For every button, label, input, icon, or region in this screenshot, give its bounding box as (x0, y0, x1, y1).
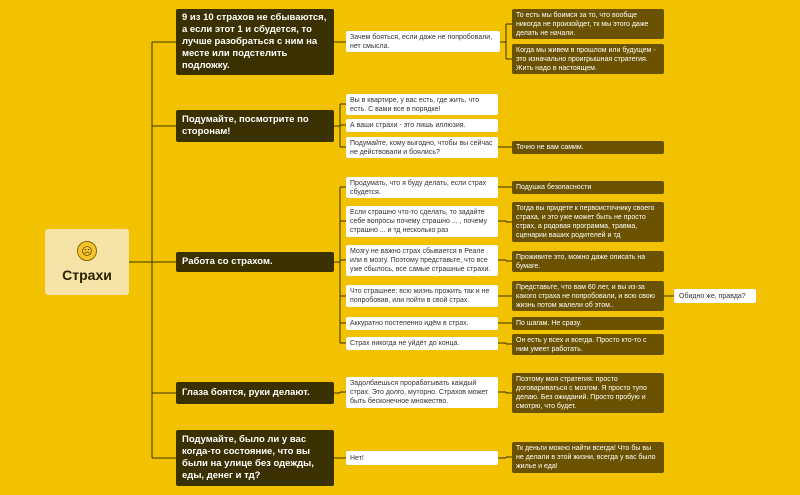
note-label: Поэтому моя стратегия: просто договариваться с мозгом. Я просто тупо делаю. Без ожиданий. Просто пробую и смотрю, что будет. (516, 376, 647, 410)
subtopic-label: Если страшно что-то сделать, то задайте себе вопросы почему страшно ... , почему страшно ... и тд несколько раз (350, 209, 488, 234)
subtopic-node-9[interactable] (346, 317, 498, 330)
subtopic-label: Страх никогда не уйдёт до конца. (350, 340, 460, 347)
subtopic-node-8[interactable] (346, 285, 498, 307)
subtopic-node-12[interactable] (346, 451, 498, 465)
note-node-5[interactable] (512, 202, 664, 242)
root-label: Страхи (62, 267, 112, 283)
subtopic-label: А ваши страхи - это лишь иллюзия. (350, 122, 466, 129)
note-node-7[interactable] (512, 281, 664, 311)
note-node-2[interactable] (512, 44, 664, 74)
subtopic-label: Продумать, что я буду делать, если страх сбудется. (350, 179, 487, 196)
note-label: То есть мы боимся за то, что вообще никогда не произойдет, тк мы этого даже делать не начали. (516, 11, 649, 37)
subtopic-node-3[interactable] (346, 119, 498, 132)
subtopic-node-2[interactable] (346, 94, 498, 115)
subtopic-label: Задолбаешься прорабатывать каждый страх. Это долго, муторно. Страхов может быть бесконечное множество. (350, 380, 489, 405)
topic-label: Подумайте, посмотрите по сторонам! (182, 114, 309, 137)
subtopic-label: Что страшнее: всю жизнь прожить так и не попробовав, или пойти в свой страх. (350, 288, 490, 304)
subtopic-node-7[interactable] (346, 245, 498, 276)
subtopic-label: Нет! (350, 454, 364, 462)
topic-node-5[interactable] (176, 430, 334, 486)
note-node-6[interactable] (512, 251, 664, 272)
note-node-1[interactable] (512, 9, 664, 39)
topic-label: 9 из 10 страхов не сбываются, а если этот 1 и сбудется, то лучше разобраться с ним на месте или подстелить подложку. (182, 12, 327, 71)
note-node-11[interactable] (512, 442, 664, 473)
extra-node[interactable] (674, 289, 756, 303)
subtopic-node-6[interactable] (346, 206, 498, 237)
note-label: По шагам. Не сразу. (516, 320, 582, 327)
note-label: Тогда вы придете к первоисточнику своего страха, и это уже может быть не просто страх, а родовая программа, травма, сценарии ваших родителей и тд (516, 205, 655, 239)
note-node-4[interactable] (512, 181, 664, 194)
note-label: Точно не вам самим. (516, 144, 584, 151)
note-label: Подушка безопасности (516, 184, 592, 191)
topic-label: Работа со страхом. (182, 256, 273, 267)
note-label: Проживите это, можно даже описать на бумаге. (516, 253, 646, 270)
root-node[interactable] (45, 229, 129, 295)
note-label: Тк деньги можно найти всегда! Что бы вы не делали в этой жизни, всегда у вас было жилье и еда! (516, 445, 656, 470)
note-node-10[interactable] (512, 373, 664, 413)
subtopic-label: Зачем бояться, если даже не попробовали, нет смысла. (350, 33, 493, 50)
topic-label: Глаза боятся, руки делают. (182, 387, 310, 398)
note-node-9[interactable] (512, 334, 664, 355)
topic-node-2[interactable] (176, 110, 334, 142)
topic-node-1[interactable] (176, 9, 334, 75)
topic-node-4[interactable] (176, 382, 334, 404)
note-label: Когда мы живем в прошлом или будущем - это изначально проигрышная стратегия. Жить надо в настоящем. (516, 46, 656, 72)
subtopic-node-11[interactable] (346, 377, 498, 408)
subtopic-node-4[interactable] (346, 137, 498, 158)
topic-label: Подумайте, было ли у вас когда-то состояние, что вы были на улице без одежды, еды, денег и тд? (182, 434, 314, 481)
subtopic-node-10[interactable] (346, 337, 498, 350)
topic-node-3[interactable] (176, 252, 334, 272)
subtopic-label: Вы в квартире, у вас есть, где жить, что есть. С вами все в порядке! (350, 96, 480, 113)
subtopic-label: Мозгу не важно страх сбывается в Реале или в мозгу. Поэтому представьте, что все уже сбылось, все самые страшные страхи. (350, 248, 491, 273)
extra-label: Обидно же, правда? (679, 292, 746, 300)
subtopic-label: Аккуратно постепенно идём в страх. (350, 320, 469, 327)
note-node-3[interactable] (512, 141, 664, 154)
subtopic-label: Подумайте, кому выгодно, чтобы вы сейчас не действовали и боялись? (350, 139, 493, 156)
note-label: Представьте, что вам 60 лет, и вы из-за какого страха не попробовали, и всю свою жизнь потом жалели об этом.. (516, 283, 655, 309)
confused-face-icon: ☹ (77, 241, 97, 261)
note-label: Он есть у всех и всегда. Просто кто-то с ним умеет работать. (516, 336, 647, 353)
subtopic-node-1[interactable] (346, 31, 500, 52)
note-node-8[interactable] (512, 317, 664, 330)
subtopic-node-5[interactable] (346, 177, 498, 198)
